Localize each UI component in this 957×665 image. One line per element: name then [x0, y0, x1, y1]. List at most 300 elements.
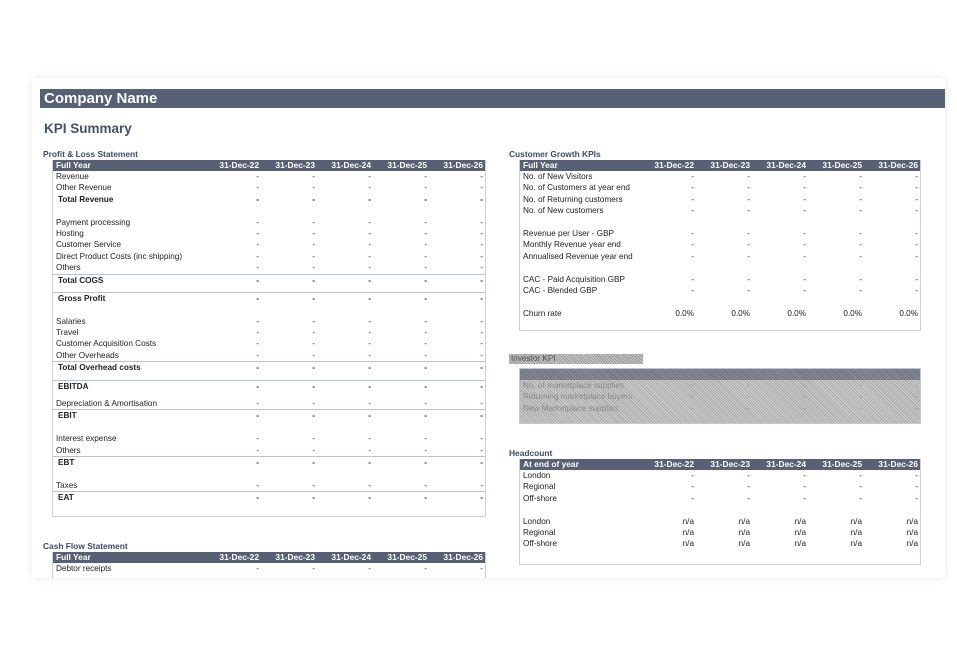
- row-label: Others: [56, 263, 81, 273]
- cell-value: -: [312, 275, 315, 285]
- cell-value: -: [747, 285, 750, 295]
- cell-value: -: [803, 183, 806, 193]
- cell-value: -: [256, 217, 259, 227]
- cell-value: -: [480, 183, 483, 193]
- column-header: 31-Dec-26: [878, 160, 918, 170]
- row-label: Total COGS: [58, 275, 104, 285]
- row-label: Payment processing: [56, 217, 131, 227]
- cell-value: -: [859, 381, 862, 390]
- cell-value: -: [424, 381, 427, 391]
- cell-value: -: [256, 316, 259, 326]
- cell-value: -: [368, 293, 371, 303]
- column-header: 31-Dec-22: [219, 160, 259, 170]
- table-row: [520, 493, 920, 504]
- cell-value: -: [915, 194, 918, 204]
- cell-value: n/a: [906, 539, 918, 549]
- row-label: Regional: [523, 527, 556, 537]
- cell-value: -: [480, 228, 483, 238]
- cell-value: -: [256, 457, 259, 467]
- column-header: 31-Dec-25: [387, 552, 427, 562]
- row-label: EBIT: [58, 411, 77, 421]
- cell-value: 0.0%: [675, 308, 694, 318]
- row-label: Salaries: [56, 316, 86, 326]
- cell-value: -: [368, 251, 371, 261]
- cell-value: n/a: [682, 539, 694, 549]
- cell-value: -: [480, 564, 483, 573]
- cell-value: -: [859, 183, 862, 193]
- pnl-table: [53, 160, 485, 504]
- cell-value: -: [256, 275, 259, 285]
- cell-value: -: [803, 493, 806, 503]
- row-label: CAC - Blended GBP: [523, 285, 598, 295]
- cell-value: -: [691, 172, 694, 181]
- cell-value: -: [368, 457, 371, 467]
- cell-value: 0.0%: [899, 308, 918, 318]
- table-row: [53, 380, 485, 392]
- cell-value: -: [859, 251, 862, 261]
- table-row: [53, 292, 485, 304]
- cell-value: -: [480, 240, 483, 250]
- row-label: Customer Service: [56, 240, 122, 250]
- cell-value: -: [368, 263, 371, 273]
- row-label: Other Revenue: [56, 183, 112, 193]
- cell-value: -: [312, 399, 315, 409]
- table-row: [520, 470, 920, 481]
- column-header: 31-Dec-26: [443, 552, 483, 562]
- headcount-table: [520, 459, 920, 550]
- cell-value: -: [424, 363, 427, 373]
- column-header: 31-Dec-22: [654, 160, 694, 170]
- row-label: Other Overheads: [56, 350, 119, 360]
- cell-value: -: [424, 172, 427, 181]
- cell-value: -: [368, 363, 371, 373]
- cell-value: -: [368, 564, 371, 573]
- cell-value: -: [424, 251, 427, 261]
- cell-value: -: [424, 263, 427, 273]
- cell-value: -: [803, 471, 806, 480]
- table-row: [53, 327, 485, 338]
- table-row: [53, 316, 485, 327]
- column-header: 31-Dec-24: [331, 552, 371, 562]
- header-label: Full Year: [56, 160, 91, 170]
- cell-value: -: [312, 328, 315, 338]
- table-row: [53, 456, 485, 468]
- column-header: 31-Dec-23: [710, 459, 750, 469]
- cell-value: -: [691, 482, 694, 492]
- table-row: [53, 445, 485, 456]
- cell-value: -: [424, 293, 427, 303]
- cell-value: -: [424, 445, 427, 455]
- cell-value: -: [424, 411, 427, 421]
- spacer-row: [520, 262, 920, 273]
- cell-value: -: [859, 194, 862, 204]
- cell-value: -: [480, 445, 483, 455]
- row-label: Total Revenue: [58, 194, 114, 204]
- table-row: [53, 274, 485, 286]
- cell-value: -: [915, 228, 918, 238]
- cell-value: n/a: [682, 516, 694, 526]
- cell-value: -: [312, 564, 315, 573]
- cell-value: -: [424, 564, 427, 573]
- cell-value: -: [368, 316, 371, 326]
- table-row: [520, 205, 920, 216]
- row-label: Off-shore: [523, 493, 557, 503]
- table-row: [53, 409, 485, 421]
- row-label: Off-shore: [523, 539, 557, 549]
- investor-kpi-table: [519, 368, 921, 424]
- cell-value: -: [256, 411, 259, 421]
- cell-value: -: [368, 194, 371, 204]
- cell-value: -: [480, 172, 483, 181]
- investor-section-title: Investor KPI: [509, 354, 643, 364]
- cell-value: -: [480, 251, 483, 261]
- table-row: [520, 538, 920, 549]
- column-header: 31-Dec-23: [275, 160, 315, 170]
- cell-value: -: [859, 240, 862, 250]
- cell-value: -: [256, 172, 259, 181]
- cell-value: n/a: [850, 539, 862, 549]
- cell-value: -: [312, 263, 315, 273]
- table-row: [53, 350, 485, 361]
- row-label: Customer Acquisition Costs: [56, 339, 157, 349]
- cell-value: 0.0%: [787, 308, 806, 318]
- cell-value: -: [915, 274, 918, 284]
- cell-value: -: [691, 228, 694, 238]
- cell-value: -: [312, 217, 315, 227]
- cell-value: -: [480, 363, 483, 373]
- cell-value: -: [859, 228, 862, 238]
- row-label: Travel: [56, 328, 79, 338]
- cell-value: -: [691, 206, 694, 216]
- cell-value: -: [424, 316, 427, 326]
- cell-value: -: [747, 482, 750, 492]
- row-label: No. of Customers at year end: [523, 183, 630, 193]
- cell-value: -: [480, 457, 483, 467]
- cell-value: -: [256, 194, 259, 204]
- cell-value: -: [256, 363, 259, 373]
- cell-value: -: [312, 457, 315, 467]
- cell-value: -: [480, 339, 483, 349]
- cell-value: -: [691, 381, 694, 390]
- cell-value: -: [424, 228, 427, 238]
- row-label: Revenue: [56, 172, 89, 181]
- row-label: Monthly Revenue year end: [523, 240, 621, 250]
- company-header-bar: [40, 89, 945, 108]
- spacer-row: [520, 504, 920, 515]
- cell-value: -: [368, 381, 371, 391]
- cell-value: -: [312, 411, 315, 421]
- row-label: London: [523, 516, 551, 526]
- cell-value: -: [691, 285, 694, 295]
- cell-value: -: [256, 228, 259, 238]
- table-row: [53, 563, 485, 574]
- row-label: Churn rate: [523, 308, 562, 318]
- row-label: Hosting: [56, 228, 84, 238]
- cell-value: n/a: [906, 516, 918, 526]
- cell-value: -: [859, 285, 862, 295]
- cell-value: 0.0%: [843, 308, 862, 318]
- cell-value: -: [480, 434, 483, 444]
- column-header: 31-Dec-22: [654, 459, 694, 469]
- cell-value: -: [691, 194, 694, 204]
- cell-value: -: [803, 228, 806, 238]
- cell-value: -: [368, 434, 371, 444]
- cell-value: n/a: [794, 516, 806, 526]
- cell-value: -: [803, 206, 806, 216]
- investor-header-row: [520, 369, 920, 380]
- cell-value: -: [480, 493, 483, 503]
- cell-value: -: [368, 480, 371, 490]
- cell-value: -: [747, 240, 750, 250]
- cell-value: -: [312, 493, 315, 503]
- spacer-row: [53, 304, 485, 315]
- cell-value: -: [480, 275, 483, 285]
- row-label: EAT: [58, 493, 74, 503]
- cell-value: -: [312, 434, 315, 444]
- header-label: At end of year: [523, 459, 579, 469]
- cell-value: -: [480, 328, 483, 338]
- table-row: [53, 338, 485, 349]
- cell-value: -: [312, 445, 315, 455]
- cell-value: -: [747, 274, 750, 284]
- row-label: Depreciation & Amortisation: [56, 399, 158, 409]
- cell-value: -: [859, 274, 862, 284]
- cell-value: -: [256, 493, 259, 503]
- cell-value: -: [915, 381, 918, 390]
- table-row: [53, 433, 485, 444]
- cell-value: -: [803, 285, 806, 295]
- cell-value: -: [859, 403, 862, 413]
- cell-value: -: [368, 183, 371, 193]
- cell-value: -: [312, 293, 315, 303]
- table-row: [53, 480, 485, 491]
- cell-value: -: [691, 392, 694, 402]
- cell-value: -: [312, 172, 315, 181]
- cell-value: -: [803, 240, 806, 250]
- header-label: Full Year: [56, 552, 91, 562]
- column-header: 31-Dec-24: [766, 160, 806, 170]
- cell-value: -: [312, 480, 315, 490]
- cell-value: -: [256, 293, 259, 303]
- row-label: Total Overhead costs: [58, 363, 141, 373]
- cell-value: -: [691, 251, 694, 261]
- cell-value: -: [747, 172, 750, 181]
- pnl-section-title: Profit & Loss Statement: [43, 149, 138, 159]
- cell-value: -: [424, 328, 427, 338]
- cell-value: -: [312, 183, 315, 193]
- cell-value: -: [859, 471, 862, 480]
- cell-value: -: [312, 339, 315, 349]
- company-name: Company Name: [44, 90, 158, 107]
- cell-value: -: [368, 217, 371, 227]
- table-row: [53, 171, 485, 182]
- cell-value: -: [747, 206, 750, 216]
- cell-value: -: [747, 471, 750, 480]
- column-header: 31-Dec-24: [331, 160, 371, 170]
- row-label: Interest expense: [56, 434, 117, 444]
- cell-value: -: [747, 403, 750, 413]
- cell-value: -: [915, 285, 918, 295]
- table-row: [53, 217, 485, 228]
- spacer-row: [520, 296, 920, 307]
- cell-value: -: [691, 183, 694, 193]
- cell-value: -: [747, 183, 750, 193]
- table-row: [520, 251, 920, 262]
- cell-value: -: [312, 240, 315, 250]
- row-label: Debtor receipts: [56, 564, 112, 573]
- row-label: Returning marketplace buyers: [523, 392, 633, 402]
- table-row: [53, 361, 485, 373]
- cell-value: -: [256, 350, 259, 360]
- page-title: KPI Summary: [44, 121, 132, 136]
- cell-value: -: [312, 381, 315, 391]
- spreadsheet-sheet: [32, 78, 945, 578]
- headcount-section-title: Headcount: [509, 448, 553, 458]
- row-label: Others: [56, 445, 81, 455]
- cell-value: -: [368, 240, 371, 250]
- cell-value: n/a: [794, 527, 806, 537]
- row-label: Taxes: [56, 480, 78, 490]
- cell-value: -: [747, 392, 750, 402]
- cell-value: -: [368, 228, 371, 238]
- column-header: 31-Dec-23: [710, 160, 750, 170]
- cell-value: -: [859, 172, 862, 181]
- cell-value: -: [368, 493, 371, 503]
- cashflow-table: [53, 552, 485, 574]
- column-header: 31-Dec-25: [822, 160, 862, 170]
- cell-value: -: [803, 392, 806, 402]
- table-row: [53, 182, 485, 193]
- row-label: New Marketplace supplies: [523, 403, 619, 413]
- cell-value: -: [256, 381, 259, 391]
- table-row: [520, 285, 920, 296]
- table-row: [520, 403, 920, 414]
- table-row: [520, 228, 920, 239]
- cell-value: -: [859, 482, 862, 492]
- table-row: [520, 182, 920, 193]
- cell-value: -: [480, 399, 483, 409]
- cell-value: -: [368, 275, 371, 285]
- table-row: [520, 380, 920, 391]
- cell-value: -: [859, 392, 862, 402]
- table-row: [53, 239, 485, 250]
- cell-value: -: [424, 217, 427, 227]
- cell-value: -: [691, 471, 694, 480]
- column-header: 31-Dec-24: [766, 459, 806, 469]
- cell-value: -: [480, 194, 483, 204]
- cell-value: n/a: [682, 527, 694, 537]
- cell-value: -: [368, 411, 371, 421]
- cell-value: -: [312, 350, 315, 360]
- cell-value: -: [312, 194, 315, 204]
- cell-value: n/a: [794, 539, 806, 549]
- table-row: [53, 398, 485, 409]
- cell-value: -: [803, 403, 806, 413]
- cell-value: -: [480, 217, 483, 227]
- cell-value: -: [424, 275, 427, 285]
- cell-value: -: [368, 328, 371, 338]
- table-row: [520, 516, 920, 527]
- cell-value: n/a: [738, 539, 750, 549]
- cell-value: -: [915, 172, 918, 181]
- cell-value: -: [915, 206, 918, 216]
- customer-growth-table: [520, 160, 920, 319]
- cell-value: -: [368, 172, 371, 181]
- cell-value: -: [368, 350, 371, 360]
- cell-value: -: [480, 293, 483, 303]
- table-row: [520, 194, 920, 205]
- row-label: No. of New Visitors: [523, 172, 593, 181]
- cell-value: -: [803, 194, 806, 204]
- cell-value: -: [368, 445, 371, 455]
- cell-value: -: [256, 399, 259, 409]
- cell-value: -: [480, 263, 483, 273]
- cell-value: n/a: [850, 516, 862, 526]
- cell-value: -: [480, 480, 483, 490]
- cell-value: -: [480, 316, 483, 326]
- cell-value: -: [691, 274, 694, 284]
- cell-value: -: [803, 251, 806, 261]
- cell-value: -: [747, 251, 750, 261]
- column-header: 31-Dec-25: [822, 459, 862, 469]
- cell-value: -: [747, 194, 750, 204]
- cell-value: -: [915, 403, 918, 413]
- cell-value: -: [859, 206, 862, 216]
- investor-rows: [520, 380, 920, 414]
- cell-value: -: [424, 350, 427, 360]
- row-label: No. of Returning customers: [523, 194, 623, 204]
- cell-value: -: [256, 183, 259, 193]
- cell-value: -: [424, 493, 427, 503]
- row-label: Gross Profit: [58, 293, 106, 303]
- row-label: Revenue per User - GBP: [523, 228, 615, 238]
- cell-value: -: [256, 564, 259, 573]
- cell-value: -: [691, 403, 694, 413]
- column-header: 31-Dec-22: [219, 552, 259, 562]
- cell-value: -: [256, 445, 259, 455]
- table-row: [520, 391, 920, 402]
- column-header: 31-Dec-23: [275, 552, 315, 562]
- cell-value: -: [256, 328, 259, 338]
- cell-value: -: [915, 392, 918, 402]
- cell-value: -: [368, 399, 371, 409]
- cell-value: -: [256, 339, 259, 349]
- spacer-row: [520, 217, 920, 228]
- table-row: [520, 239, 920, 250]
- table-row: [520, 171, 920, 182]
- cell-value: -: [915, 240, 918, 250]
- cell-value: -: [424, 399, 427, 409]
- row-label: Direct Product Costs (inc shipping): [56, 251, 183, 261]
- cell-value: 0.0%: [731, 308, 750, 318]
- table-row: [520, 308, 920, 319]
- cell-value: -: [480, 350, 483, 360]
- customer-growth-section-title: Customer Growth KPIs: [509, 149, 601, 159]
- cell-value: -: [915, 482, 918, 492]
- cell-value: -: [691, 493, 694, 503]
- table-row: [53, 251, 485, 262]
- cell-value: -: [256, 434, 259, 444]
- table-row: [53, 262, 485, 273]
- spacer-row: [53, 468, 485, 479]
- table-header-row: [520, 160, 920, 171]
- cell-value: -: [803, 172, 806, 181]
- cell-value: n/a: [738, 527, 750, 537]
- cell-value: -: [859, 493, 862, 503]
- table-row: [520, 274, 920, 285]
- cell-value: -: [256, 240, 259, 250]
- cell-value: -: [256, 263, 259, 273]
